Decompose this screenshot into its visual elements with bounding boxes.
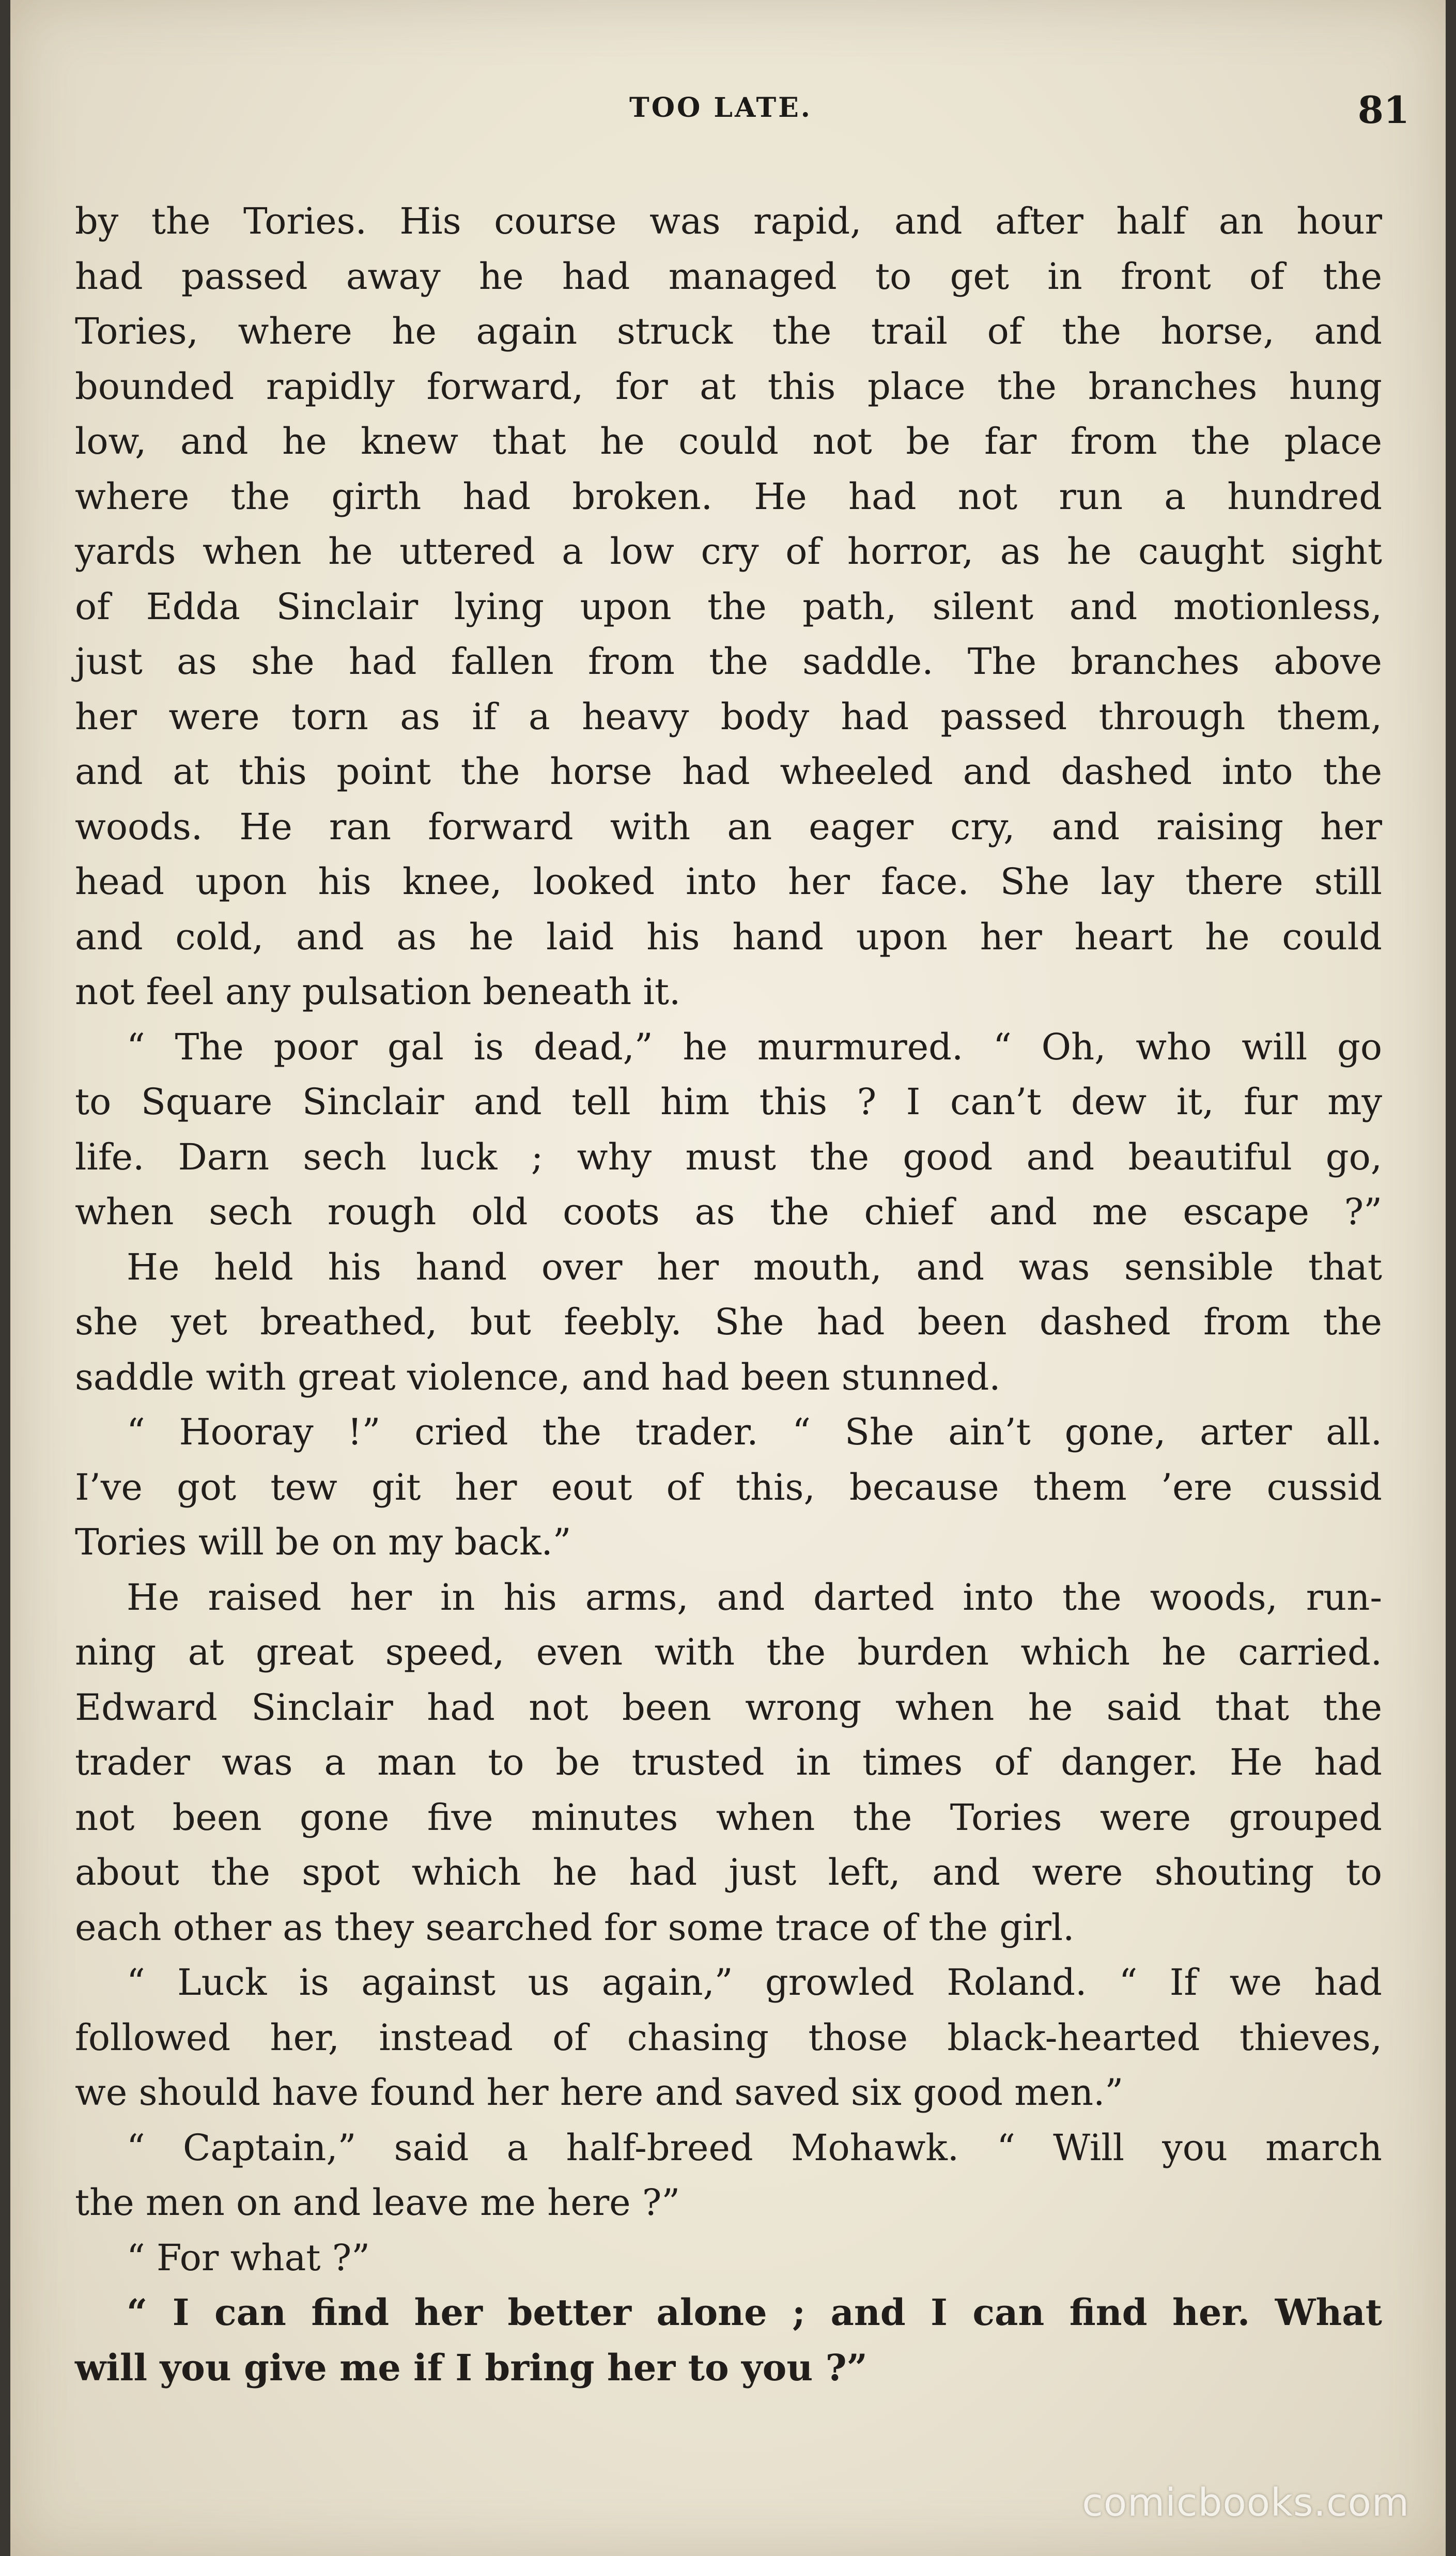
text-line: low, and he knew that he could not be far from the place	[75, 420, 1382, 463]
text-line: not been gone five minutes when the Tories were grouped	[75, 1796, 1382, 1839]
text-line: Tories will be on my back.”	[75, 1521, 571, 1563]
text-line: the men on and leave me here ?”	[75, 2181, 680, 2224]
text-line: He raised her in his arms, and darted into the woods, run-	[127, 1576, 1382, 1619]
text-line: “ Captain,” said a half-breed Mohawk. “ Will you march	[127, 2126, 1382, 2169]
text-line: saddle with great violence, and had been stunned.	[75, 1356, 1001, 1398]
watermark: comicbooks.com	[1082, 2481, 1409, 2525]
text-line: not feel any pulsation beneath it.	[75, 971, 681, 1013]
text-line: He held his hand over her mouth, and was sensible that	[127, 1245, 1382, 1288]
text-line: ning at great speed, even with the burden which he carried.	[75, 1631, 1382, 1673]
text-line: will you give me if I bring her to you ?”	[75, 2346, 868, 2389]
running-head: TOO LATE.	[629, 92, 812, 124]
text-line: we should have found her here and saved six good men.”	[75, 2071, 1124, 2114]
text-line: “ Luck is against us again,” growled Roland. “ If we had	[127, 1961, 1382, 2004]
text-line: and at this point the horse had wheeled and dashed into the	[75, 750, 1382, 793]
text-line: followed her, instead of chasing those black-hearted thieves,	[75, 2016, 1382, 2059]
text-line: and cold, and as he laid his hand upon her heart he could	[75, 915, 1382, 958]
text-line: of Edda Sinclair lying upon the path, silent and motionless,	[75, 585, 1382, 628]
book-page	[10, 0, 1446, 2556]
text-line: I’ve got tew git her eout of this, because them ’ere cussid	[75, 1466, 1382, 1508]
text-line: about the spot which he had just left, and were shouting to	[75, 1851, 1382, 1893]
text-line: just as she had fallen from the saddle. The branches above	[75, 640, 1382, 683]
text-line: Tories, where he again struck the trail of the horse, and	[75, 310, 1382, 352]
text-line: life. Darn sech luck ; why must the good and beautiful go,	[75, 1135, 1382, 1178]
text-line: “ Hooray !” cried the trader. “ She ain’t gone, arter all.	[127, 1411, 1382, 1453]
body-text	[75, 194, 1382, 2395]
text-line: each other as they searched for some trace of the girl.	[75, 1906, 1075, 1949]
text-line: had passed away he had managed to get in front of the	[75, 255, 1382, 298]
text-line: “ I can find her better alone ; and I can find her. What	[127, 2291, 1382, 2334]
text-line: woods. He ran forward with an eager cry, and raising her	[75, 805, 1382, 848]
text-line: by the Tories. His course was rapid, and after half an hour	[75, 200, 1382, 242]
text-line: yards when he uttered a low cry of horror, as he caught sight	[75, 530, 1382, 573]
text-line: “ The poor gal is dead,” he murmured. “ Oh, who will go	[127, 1025, 1382, 1068]
text-line: trader was a man to be trusted in times of danger. He had	[75, 1741, 1382, 1783]
text-line: her were torn as if a heavy body had passed through them,	[75, 695, 1382, 738]
text-line: Edward Sinclair had not been wrong when he said that the	[75, 1686, 1382, 1729]
page-number: 81	[1357, 88, 1409, 132]
page-header	[10, 88, 1446, 138]
text-line: where the girth had broken. He had not run a hundred	[75, 475, 1382, 518]
text-line: to Square Sinclair and tell him this ? I can’t dew it, fur my	[75, 1081, 1382, 1123]
text-line: head upon his knee, looked into her face. She lay there still	[75, 860, 1382, 903]
text-line: she yet breathed, but feebly. She had been dashed from the	[75, 1301, 1382, 1343]
text-line: “ For what ?”	[127, 2236, 370, 2279]
text-line: when sech rough old coots as the chief and me escape ?”	[75, 1191, 1382, 1233]
text-line: bounded rapidly forward, for at this place the branches hung	[75, 365, 1382, 408]
